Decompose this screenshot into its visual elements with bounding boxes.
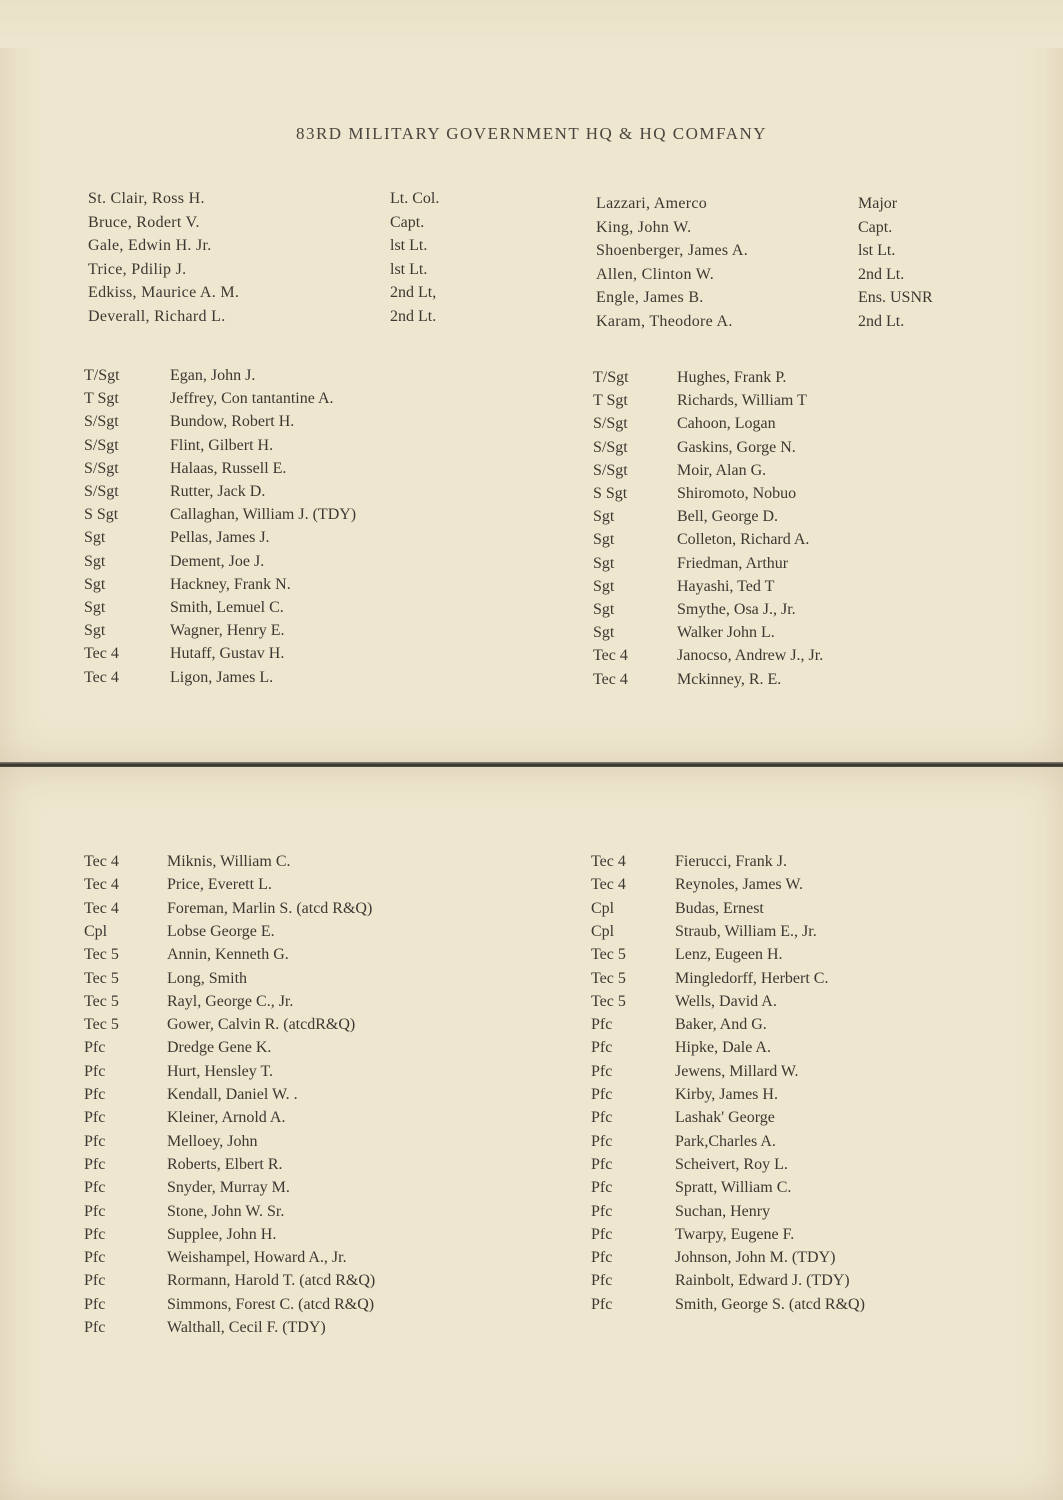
member-name-left: Pellas, James J. [170,529,270,547]
officer-name-left: Edkiss, Maurice A. M. [88,284,240,301]
rank-label-left: Pfc [84,1249,106,1267]
rank-label-right: S/Sgt [593,415,628,433]
member-name-right: Park,Charles A. [675,1132,776,1150]
officer-name-right: Allen, Clinton W. [596,265,714,283]
member-name-right: Kirby, James H. [675,1086,778,1103]
rank-label-right: Pfc [591,1202,613,1220]
rank-label-right: Tec 4 [593,670,628,688]
member-name-left: Hutaff, Gustav H. [170,645,285,663]
officer-rank-left: 2nd Lt. [390,307,437,325]
rank-label-right: Pfc [591,1272,613,1290]
member-name-right: Spratt, William C. [675,1179,792,1197]
member-name-left: Rormann, Harold T. (atcd R&Q) [167,1272,376,1290]
member-name-left: Miknis, William C. [167,853,291,870]
rank-label-right: T Sgt [593,392,628,410]
rank-label-left: T/Sgt [84,367,120,384]
member-name-right: Gaskins, Gorge N. [677,438,796,456]
rank-label-left: Tec 5 [84,946,119,964]
rank-label-left: Tec 5 [84,992,119,1010]
rank-label-right: Cpl [591,922,615,940]
member-name-right: Lashak' George [675,1109,775,1127]
rank-label-left: Sgt [84,622,106,640]
rank-label-right: Pfc [591,1039,613,1057]
member-name-left: Annin, Kenneth G. [167,946,289,964]
officer-rank-right: 2nd Lt. [858,312,905,330]
rank-label-left: Sgt [84,552,106,570]
rank-label-left: Pfc [84,1202,106,1220]
member-name-left: Smith, Lemuel C. [170,599,284,616]
officer-name-left: St. Clair, Ross H. [88,190,205,207]
rank-label-right: Pfc [591,1109,613,1127]
rank-label-right: Tec 4 [591,853,626,870]
member-name-right: Scheivert, Roy L. [675,1155,788,1173]
member-name-right: Wells, David A. [675,992,777,1010]
rank-label-right: Sgt [593,601,615,618]
rank-label-left: Pfc [84,1086,106,1103]
member-name-right: Smythe, Osa J., Jr. [677,601,796,618]
member-name-right: Bell, George D. [677,508,779,526]
rank-label-left: S/Sgt [84,436,119,454]
rank-label-right: Sgt [593,554,615,572]
rank-label-left: Pfc [84,1225,106,1243]
rank-label-left: S Sgt [84,506,119,524]
rank-label-right: Tec 5 [591,969,626,987]
member-name-right: Hipke, Dale A. [675,1039,771,1057]
member-name-left: Stone, John W. Sr. [167,1202,285,1220]
member-name-right: Smith, George S. (atcd R&Q) [675,1295,865,1313]
member-name-right: Moir, Alan G. [677,461,767,479]
member-name-right: Twarpy, Eugene F. [675,1225,795,1243]
member-name-left: Melloey, John [167,1132,258,1150]
member-name-left: Long, Smith [167,969,248,987]
member-name-right: Hughes, Frank P. [677,369,787,386]
member-name-left: Ligon, James L. [170,668,274,686]
member-name-left: Rayl, George C., Jr. [167,992,294,1010]
rank-label-left: Tec 4 [84,853,119,870]
member-name-right: Johnson, John M. (TDY) [675,1249,836,1267]
member-name-right: Rainbolt, Edward J. (TDY) [675,1272,850,1290]
officer-rank-left: Lt. Col. [390,190,440,207]
rank-label-left: Pfc [84,1062,106,1080]
member-name-left: Dement, Joe J. [170,552,265,570]
rank-label-left: Pfc [84,1039,106,1057]
rank-label-right: S/Sgt [593,461,628,479]
member-name-right: Walker John L. [677,624,775,642]
rank-label-left: Cpl [84,922,108,940]
officer-rank-left: Capt. [390,213,425,231]
member-name-right: Janocso, Andrew J., Jr. [677,647,824,665]
member-name-left: Roberts, Elbert R. [167,1155,283,1173]
member-name-left: Hackney, Frank N. [170,575,291,593]
member-name-left: Weishampel, Howard A., Jr. [167,1249,347,1267]
officer-rank-right: lst Lt. [858,242,896,259]
rank-label-left: Pfc [84,1179,106,1197]
rank-label-left: S/Sgt [84,483,119,500]
officer-name-left: Gale, Edwin H. Jr. [88,237,212,254]
member-name-left: Jeffrey, Con tantantine A. [170,390,334,408]
member-name-right: Baker, And G. [675,1016,767,1034]
roster-page-bottom [0,767,1063,1500]
member-name-right: Straub, William E., Jr. [675,922,817,940]
rank-label-left: Tec 5 [84,1016,119,1034]
member-name-right: Mckinney, R. E. [677,670,782,688]
member-name-right: Budas, Ernest [675,899,764,917]
officer-name-left: Trice, Pdilip J. [88,260,187,278]
rank-label-right: Pfc [591,1249,613,1267]
rank-label-right: Pfc [591,1179,613,1197]
member-name-right: Suchan, Henry [675,1202,771,1220]
member-name-left: Snyder, Murray M. [167,1179,290,1197]
rank-label-right: Sgt [593,624,615,642]
officer-name-right: Karam, Theodore A. [596,312,733,330]
member-name-right: Fierucci, Frank J. [675,853,787,870]
member-name-left: Gower, Calvin R. (atcdR&Q) [167,1016,356,1034]
rank-label-right: Pfc [591,1295,613,1313]
member-name-left: Foreman, Marlin S. (atcd R&Q) [167,899,373,917]
rank-label-left: Sgt [84,529,106,547]
member-name-left: Supplee, John H. [167,1225,277,1243]
rank-label-right: Pfc [591,1016,613,1034]
rank-label-left: Tec 5 [84,969,119,987]
officer-rank-left: lst Lt. [390,260,428,278]
rank-label-right: Tec 4 [593,647,628,665]
rank-label-right: S/Sgt [593,438,628,456]
member-name-left: Lobse George E. [167,922,275,940]
member-name-left: Kendall, Daniel W. . [167,1086,298,1103]
rank-label-left: Tec 4 [84,668,119,686]
rank-label-right: Pfc [591,1062,613,1080]
member-name-right: Colleton, Richard A. [677,531,810,549]
officer-rank-right: Major [858,195,898,212]
member-name-left: Flint, Gilbert H. [170,436,274,454]
member-name-left: Egan, John J. [170,367,256,384]
rank-label-left: T Sgt [84,390,119,408]
rank-label-left: Tec 4 [84,876,119,894]
rank-label-right: Sgt [593,531,615,549]
member-name-left: Price, Everett L. [167,876,272,894]
rank-label-right: Tec 4 [591,876,626,894]
officer-name-left: Deverall, Richard L. [88,307,226,325]
rank-label-right: S Sgt [593,485,628,502]
officer-rank-right: Capt. [858,218,893,236]
member-name-left: Simmons, Forest C. (atcd R&Q) [167,1295,375,1313]
page-title: 83RD MILITARY GOVERNMENT HQ & HQ COMFANY [295,124,768,143]
rank-label-left: Pfc [84,1132,106,1150]
officer-name-right: Lazzari, Amerco [596,195,708,212]
rank-label-left: S/Sgt [84,413,119,431]
rank-label-left: Tec 4 [84,645,119,663]
officer-name-right: Shoenberger, James A. [596,242,749,259]
member-name-right: Friedman, Arthur [677,554,789,572]
rank-label-left: Tec 4 [84,899,119,917]
rank-label-left: Pfc [84,1319,106,1336]
rank-label-left: Pfc [84,1109,106,1127]
rank-label-right: Sgt [593,577,615,595]
rank-label-left: Sgt [84,599,106,616]
officer-rank-right: Ens. USNR [858,289,933,306]
member-name-right: Richards, William T [677,392,807,410]
member-name-right: Lenz, Eugeen H. [675,946,783,964]
rank-label-right: Pfc [591,1225,613,1243]
member-name-left: Rutter, Jack D. [170,483,266,500]
member-name-left: Kleiner, Arnold A. [167,1109,286,1127]
rank-label-right: Cpl [591,899,615,917]
rank-label-left: Pfc [84,1272,106,1290]
officer-rank-left: lst Lt. [390,237,428,254]
member-name-left: Dredge Gene K. [167,1039,272,1057]
rank-label-left: Pfc [84,1295,106,1313]
member-name-left: Wagner, Henry E. [170,622,285,640]
member-name-right: Cahoon, Logan [677,415,776,433]
member-name-left: Callaghan, William J. (TDY) [170,506,357,524]
rank-label-left: Pfc [84,1155,106,1173]
rank-label-right: Sgt [593,508,615,526]
rank-label-right: Pfc [591,1155,613,1173]
officer-rank-right: 2nd Lt. [858,265,905,283]
officer-rank-left: 2nd Lt, [390,284,437,301]
member-name-right: Reynoles, James W. [675,876,803,894]
member-name-left: Walthall, Cecil F. (TDY) [167,1319,326,1336]
rank-label-left: S/Sgt [84,459,119,477]
rank-label-right: Tec 5 [591,992,626,1010]
member-name-left: Hurt, Hensley T. [167,1062,274,1080]
rank-label-right: Pfc [591,1132,613,1150]
rank-label-left: Sgt [84,575,106,593]
member-name-right: Hayashi, Ted T [677,577,775,595]
rank-label-right: Tec 5 [591,946,626,964]
officer-name-left: Bruce, Rodert V. [88,213,200,231]
officer-name-right: Engle, James B. [596,289,704,306]
member-name-left: Bundow, Robert H. [170,413,295,431]
officer-name-right: King, John W. [596,218,692,236]
member-name-right: Shiromoto, Nobuo [677,485,797,502]
member-name-right: Mingledorff, Herbert C. [675,969,829,987]
member-name-right: Jewens, Millard W. [675,1062,799,1080]
member-name-left: Halaas, Russell E. [170,459,287,477]
rank-label-right: T/Sgt [593,369,629,386]
rank-label-right: Pfc [591,1086,613,1103]
